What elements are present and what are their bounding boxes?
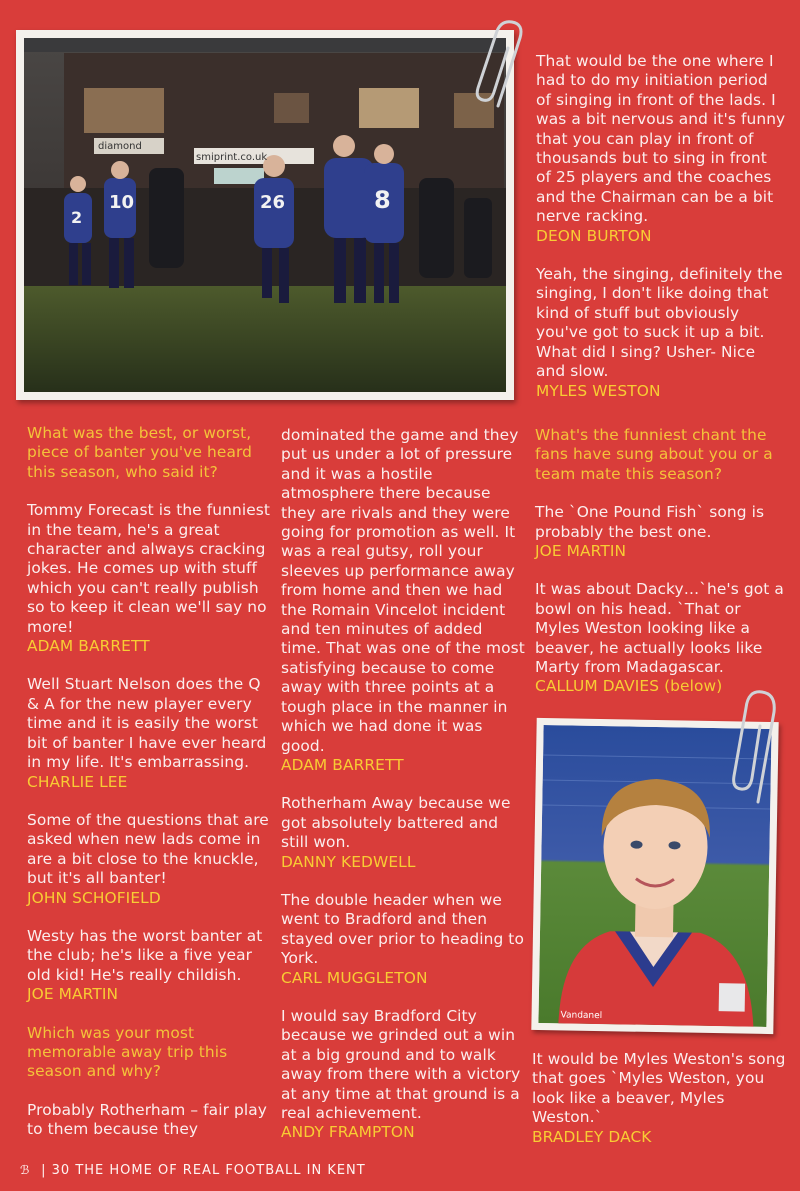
sign-text: smiprint.co.uk [196,152,268,163]
answer-text: Well Stuart Nelson does the Q & A for the new player every time and it is easily the worst bit of banter I have ever heard in my life. It's embarrassing. [27,675,267,772]
answer-name: DEON BURTON [536,226,652,245]
answer [281,891,526,988]
answer-text: dominated the game and they put us under a lot of pressure and it was a hostile atmosphere there because they are rivals and they were going for promotion as well. It was a real gutsy, roll your sleeves up performance away from home and then we had the Romain Vincelot incident and ten minutes of added time. That was one of the most satisfying because to come away with three points at a tough place in the manner in which we had done it was good. [281,426,525,755]
answer [27,675,272,791]
shirt-number: 2 [71,208,83,227]
page-footer [20,1163,366,1178]
club-logo-icon: ℬ [20,1163,31,1177]
answer [27,1101,272,1140]
column-right-top [536,52,786,420]
answer-text: The double header when we went to Bradford and then stayed over prior to heading to York. [281,890,524,968]
footer-text: | 30 THE HOME OF REAL FOOTBALL IN KENT [41,1163,366,1178]
answer [536,52,786,246]
answer-name: JOHN SCHOFIELD [27,888,161,907]
answer-text: I would say Bradford City because we grinded out a win at a big ground and to walk away from there with a victory at any time at that ground is a real achievement. [281,1006,521,1122]
answer-text: The `One Pound Fish` song is probably the best one. [535,503,765,541]
answer [281,426,526,775]
answer-text: Yeah, the singing, definitely the singing, I don't like doing that kind of stuff but obviously you've got to suck it up a bit. What did I sing? Usher- Nice and slow. [536,265,783,381]
column-middle [281,426,526,1162]
kit-sponsor-text: Vandanel [560,1010,603,1022]
answer-text: That would be the one where I had to do my initiation period of singing in front of the lads. I was a bit nervous and it's funny that you can play in front of thousands but to sing in front of 25 players and the coaches and the Chairman can be a bit nerve racking. [536,52,786,226]
answer [281,794,526,872]
shirt-number: 10 [109,192,135,213]
answer-text: Probably Rotherham – fair play to them because they [27,1100,267,1139]
answer-name: CHARLIE LEE [27,772,128,791]
answer [532,1050,788,1147]
answer-name: ADAM BARRETT [281,755,404,774]
answer-text: Westy has the worst banter at the club; he's like a five year old kid! He's really childish. [27,926,263,984]
answer [281,1007,526,1143]
sign-text: diamond [98,141,142,152]
team-photo-frame [16,30,514,400]
answer-name: JOE MARTIN [535,542,627,561]
answer-text: Rotherham Away because we got absolutely battered and still won. [281,794,511,852]
answer [536,265,786,401]
answer-name: CALLUM DAVIES (below) [535,677,723,696]
paperclip-icon [470,18,532,110]
shirt-number: 8 [374,186,391,214]
answer [535,503,785,561]
question-away-trip: Which was your most memorable away trip this season and why? [27,1023,228,1081]
answer-name: BRADLEY DACK [532,1127,652,1146]
answer-name: ANDY FRAMPTON [281,1123,415,1142]
answer-text: Tommy Forecast is the funniest in the team, he's a great character and always cracking jokes. He comes up with stuff which you can't really publish so to keep it clean we'll say no more! [27,501,271,636]
answer [27,501,272,656]
answer-text: Some of the questions that are asked when new lads come in are a bit close to the knuckle, but it's all banter! [27,810,269,888]
answer-name: MYLES WESTON [536,381,661,400]
answer-text: It was about Dacky…`he's got a bowl on his head. `That or Myles Weston looking like a beaver, he actually looks like Marty from Madagascar. [535,580,784,677]
answer [27,927,272,1005]
team-walking-photo [24,38,506,392]
question-best-banter: What was the best, or worst, piece of banter you've heard this season, who said it? [27,424,253,481]
paperclip-icon [724,686,786,806]
column-right-bottom [532,1050,788,1166]
answer-name: JOE MARTIN [27,985,119,1004]
answer [27,811,272,908]
question-funniest-chant: What's the funniest chant the fans have sung about you or a team mate this season? [535,426,773,483]
shirt-number: 26 [260,192,286,213]
answer-name: DANNY KEDWELL [281,852,416,871]
column-right-mid [535,426,785,716]
answer-text: It would be Myles Weston's song that goes `Myles Weston, you look like a beaver, Myles Weston.` [532,1050,786,1127]
answer-name: CARL MUGGLETON [281,968,428,987]
answer [535,580,785,696]
column-left [27,424,272,1159]
answer-name: ADAM BARRETT [27,637,150,656]
